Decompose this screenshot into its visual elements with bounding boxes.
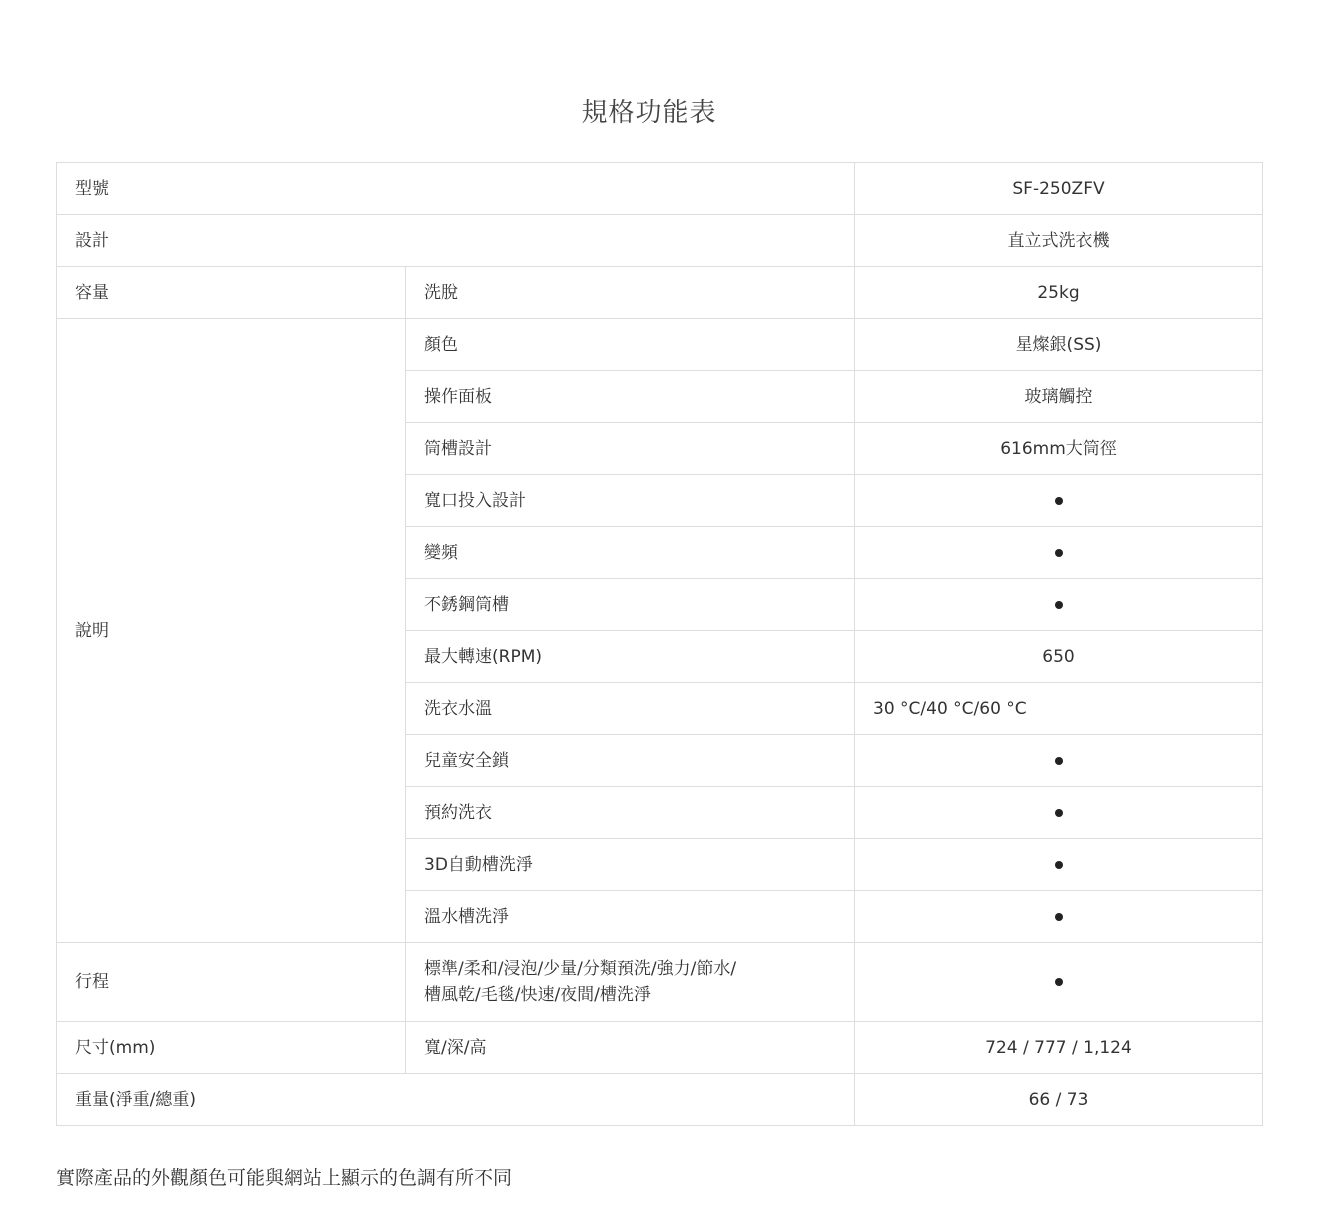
row-value-panel: 玻璃觸控 bbox=[855, 371, 1263, 423]
bullet-dot-icon bbox=[1055, 601, 1063, 609]
row-sub-capacity: 洗脫 bbox=[406, 267, 855, 319]
row-label-model: 型號 bbox=[57, 163, 855, 215]
row-sub-warm-tub-clean: 溫水槽洗淨 bbox=[406, 891, 855, 943]
table-row bbox=[57, 943, 1263, 1022]
row-sub-child-lock: 兒童安全鎖 bbox=[406, 735, 855, 787]
row-value-model: SF-250ZFV bbox=[855, 163, 1263, 215]
row-value-dimensions: 724 / 777 / 1,124 bbox=[855, 1022, 1263, 1074]
row-label-dimensions: 尺寸(mm) bbox=[57, 1022, 406, 1074]
disclaimer-footnote: 實際產品的外觀顏色可能與網站上顯示的色調有所不同 bbox=[56, 1167, 513, 1189]
row-sub-wide-opening: 寬口投入設計 bbox=[406, 475, 855, 527]
row-sub-delay-wash: 預約洗衣 bbox=[406, 787, 855, 839]
row-sub-program bbox=[406, 943, 855, 1022]
table-row bbox=[57, 319, 1263, 371]
bullet-dot-icon bbox=[1055, 861, 1063, 869]
row-value-capacity: 25kg bbox=[855, 267, 1263, 319]
row-value-water-temp: 30 °C/40 °C/60 °C bbox=[855, 683, 1263, 735]
row-value-max-rpm: 650 bbox=[855, 631, 1263, 683]
row-label-description: 說明 bbox=[57, 319, 406, 943]
row-sub-dimensions: 寬/深/高 bbox=[406, 1022, 855, 1074]
row-value-design: 直立式洗衣機 bbox=[855, 215, 1263, 267]
bullet-dot-icon bbox=[1055, 549, 1063, 557]
row-value-stainless-drum bbox=[855, 579, 1263, 631]
row-sub-3d-tub-clean: 3D自動槽洗淨 bbox=[406, 839, 855, 891]
table-row bbox=[57, 1074, 1263, 1126]
table-row bbox=[57, 163, 1263, 215]
bullet-dot-icon bbox=[1055, 978, 1063, 986]
row-value-inverter bbox=[855, 527, 1263, 579]
row-sub-stainless-drum: 不銹鋼筒槽 bbox=[406, 579, 855, 631]
row-value-weight: 66 / 73 bbox=[855, 1074, 1263, 1126]
row-sub-color: 顏色 bbox=[406, 319, 855, 371]
table-row bbox=[57, 1022, 1263, 1074]
spec-table bbox=[56, 162, 1263, 1126]
table-row bbox=[57, 215, 1263, 267]
bullet-dot-icon bbox=[1055, 913, 1063, 921]
row-sub-water-temp: 洗衣水溫 bbox=[406, 683, 855, 735]
row-label-weight: 重量(淨重/總重) bbox=[57, 1074, 855, 1126]
row-label-design: 設計 bbox=[57, 215, 855, 267]
bullet-dot-icon bbox=[1055, 757, 1063, 765]
row-value-delay-wash bbox=[855, 787, 1263, 839]
table-row bbox=[57, 267, 1263, 319]
program-list-line1: 標準/柔和/浸泡/少量/分類預洗/強力/節水/ bbox=[424, 959, 737, 979]
bullet-dot-icon bbox=[1055, 497, 1063, 505]
row-sub-drum-design: 筒槽設計 bbox=[406, 423, 855, 475]
row-sub-max-rpm: 最大轉速(RPM) bbox=[406, 631, 855, 683]
row-label-capacity: 容量 bbox=[57, 267, 406, 319]
row-value-3d-tub-clean bbox=[855, 839, 1263, 891]
row-value-warm-tub-clean bbox=[855, 891, 1263, 943]
row-sub-panel: 操作面板 bbox=[406, 371, 855, 423]
bullet-dot-icon bbox=[1055, 809, 1063, 817]
row-value-program bbox=[855, 943, 1263, 1022]
row-value-drum-design: 616mm大筒徑 bbox=[855, 423, 1263, 475]
row-sub-inverter: 變頻 bbox=[406, 527, 855, 579]
row-label-program: 行程 bbox=[57, 943, 406, 1022]
row-value-child-lock bbox=[855, 735, 1263, 787]
program-list-line2: 槽風乾/毛毯/快速/夜間/槽洗淨 bbox=[424, 985, 651, 1005]
page-title: 規格功能表 bbox=[581, 98, 717, 128]
row-value-wide-opening bbox=[855, 475, 1263, 527]
row-value-color: 星燦銀(SS) bbox=[855, 319, 1263, 371]
